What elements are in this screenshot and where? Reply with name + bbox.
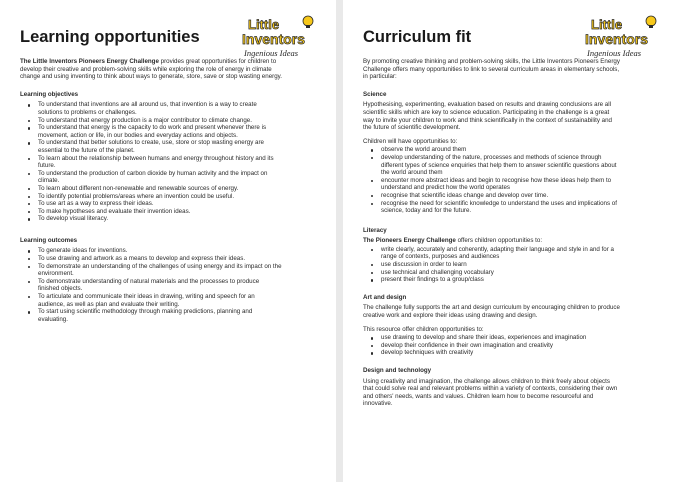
lightbulb-icon <box>240 14 322 62</box>
logo-line2: Inventors <box>585 31 649 47</box>
design-paragraph: Using creativity and imagination, the challenge allows children to think freely about objects that could solve real and relevant problems within a variety of contexts, considering their own and others' needs, wants and values. Children learn how to become resourceful and innovative. <box>363 377 618 408</box>
literacy-list <box>363 246 621 284</box>
intro-paragraph: By promoting creative thinking and problem-solving skills, the Little Inventors Pioneers Energy Challenge offers many opportunities to link to several curriculum areas in elementary schools, in particular: <box>363 58 620 81</box>
little-inventors-logo <box>583 14 665 62</box>
objectives-heading: Learning objectives <box>20 90 79 98</box>
list-item: use drawing to develop and share their ideas, experiences and imagination <box>375 334 621 342</box>
outcomes-heading: Learning outcomes <box>20 236 78 244</box>
list-item: To use drawing and artwork as a means to develop and express their ideas. <box>32 255 282 263</box>
list-item: To learn about the relationship between humans and energy throughout history and its future. <box>32 155 282 170</box>
literacy-lead-bold: The Pioneers Energy Challenge <box>363 237 456 245</box>
list-item: To understand the production of carbon dioxide by human activity and the impact on climate. <box>32 170 282 185</box>
intro-paragraph <box>20 58 282 81</box>
list-item: To identify potential problems/areas where an invention could be useful. <box>32 193 282 201</box>
art-heading: Art and design <box>363 293 407 301</box>
outcomes-list <box>20 247 282 323</box>
intro-text: provides great opportunities for children to develop their creative and problem-solving skills while exploring the role of energy in climate change and using inventing to think about ways to generate, store, save or stop wasting energy. <box>20 58 282 81</box>
list-item: To learn about different non-renewable and renewable sources of energy. <box>32 185 282 193</box>
logo-line1: Little <box>248 17 280 32</box>
page-title: Learning opportunities <box>20 28 200 46</box>
logo-line1: Little <box>591 17 623 32</box>
intro-bold: The Little Inventors Pioneers Energy Challenge <box>20 58 159 65</box>
list-item: use discussion in order to learn <box>375 261 621 269</box>
page-left <box>0 0 336 482</box>
list-item: recognise the need for scientific knowledge to understand the uses and implications of science, today and for the future. <box>375 200 621 215</box>
list-item: To develop visual literacy. <box>32 215 282 223</box>
page-right <box>343 0 683 482</box>
list-item: To generate ideas for inventions. <box>32 247 282 255</box>
literacy-heading: Literacy <box>363 226 387 234</box>
list-item: To understand that inventions are all around us, that invention is a way to create solutions to problems or challenges. <box>32 101 282 116</box>
literacy-lead <box>363 237 621 245</box>
art-paragraph: The challenge fully supports the art and design curriculum by encouraging children to produce creative work and explore their ideas using drawing and design. <box>363 304 620 320</box>
list-item: To start using scientific methodology through making predictions, planning and evaluating. <box>32 308 282 323</box>
lightbulb-icon <box>583 14 665 62</box>
list-item: To demonstrate an understanding of the challenges of using energy and its impact on the environment. <box>32 263 282 278</box>
art-list <box>363 334 621 357</box>
art-lead: This resource offer children opportunities to: <box>363 325 484 333</box>
list-item: encounter more abstract ideas and begin to recognise how these ideas help them to understand and predict how the world operates <box>375 177 621 192</box>
science-lead: Children will have opportunities to: <box>363 137 458 145</box>
logo-tagline: Ingenious Ideas <box>244 48 299 58</box>
design-heading: Design and technology <box>363 367 432 374</box>
list-item: develop understanding of the nature, processes and methods of science through different types of science enquiries that help them to answer scientific questions about the world around them <box>375 154 621 177</box>
list-item: use technical and challenging vocabulary <box>375 269 621 277</box>
list-item: To understand that energy is the capacity to do work and present whenever there is movement, action or life, in our bodies and everyday actions and objects. <box>32 124 282 139</box>
little-inventors-logo <box>240 14 322 62</box>
list-item: develop techniques with creativity <box>375 349 621 357</box>
list-item: To demonstrate understanding of natural materials and the processes to produce finished objects. <box>32 278 282 293</box>
list-item: To understand that energy production is a major contributor to climate change. <box>32 117 282 125</box>
science-list <box>363 146 621 214</box>
list-item: develop their confidence in their own imagination and creativity <box>375 342 621 350</box>
list-item: observe the world around them <box>375 146 621 154</box>
list-item: recognise that scientific ideas change and develop over time. <box>375 192 621 200</box>
literacy-lead-text: offers children opportunities to: <box>455 237 543 245</box>
list-item: present their findings to a group/class <box>375 276 621 284</box>
left-content <box>20 58 282 327</box>
list-item: To use art as a way to express their ideas. <box>32 200 282 208</box>
science-heading: Science <box>363 90 387 98</box>
science-paragraph: Hypothesising, experimenting, evaluation based on results and drawing conclusions are all scientific skills which are key to science education. Participating in the challenge is a great way to invite your children to work and think scientifically in the context of sustainability and the future of scientific development. <box>363 101 613 132</box>
list-item: write clearly, accurately and coherently, adapting their language and style in and for a range of contexts, purposes and audiences <box>375 246 621 261</box>
list-item: To articulate and communicate their ideas in drawing, writing and speech for an audience, as well as plan and evaluate their writing. <box>32 293 282 308</box>
objectives-list <box>20 101 282 223</box>
list-item: To make hypotheses and evaluate their invention ideas. <box>32 208 282 216</box>
right-content <box>363 58 621 414</box>
logo-line2: Inventors <box>242 31 306 47</box>
logo-tagline: Ingenious Ideas <box>587 48 642 58</box>
list-item: To understand that better solutions to create, use, store or stop wasting energy are essential to the future of the planet. <box>32 139 282 154</box>
page-title: Curriculum fit <box>363 28 472 46</box>
